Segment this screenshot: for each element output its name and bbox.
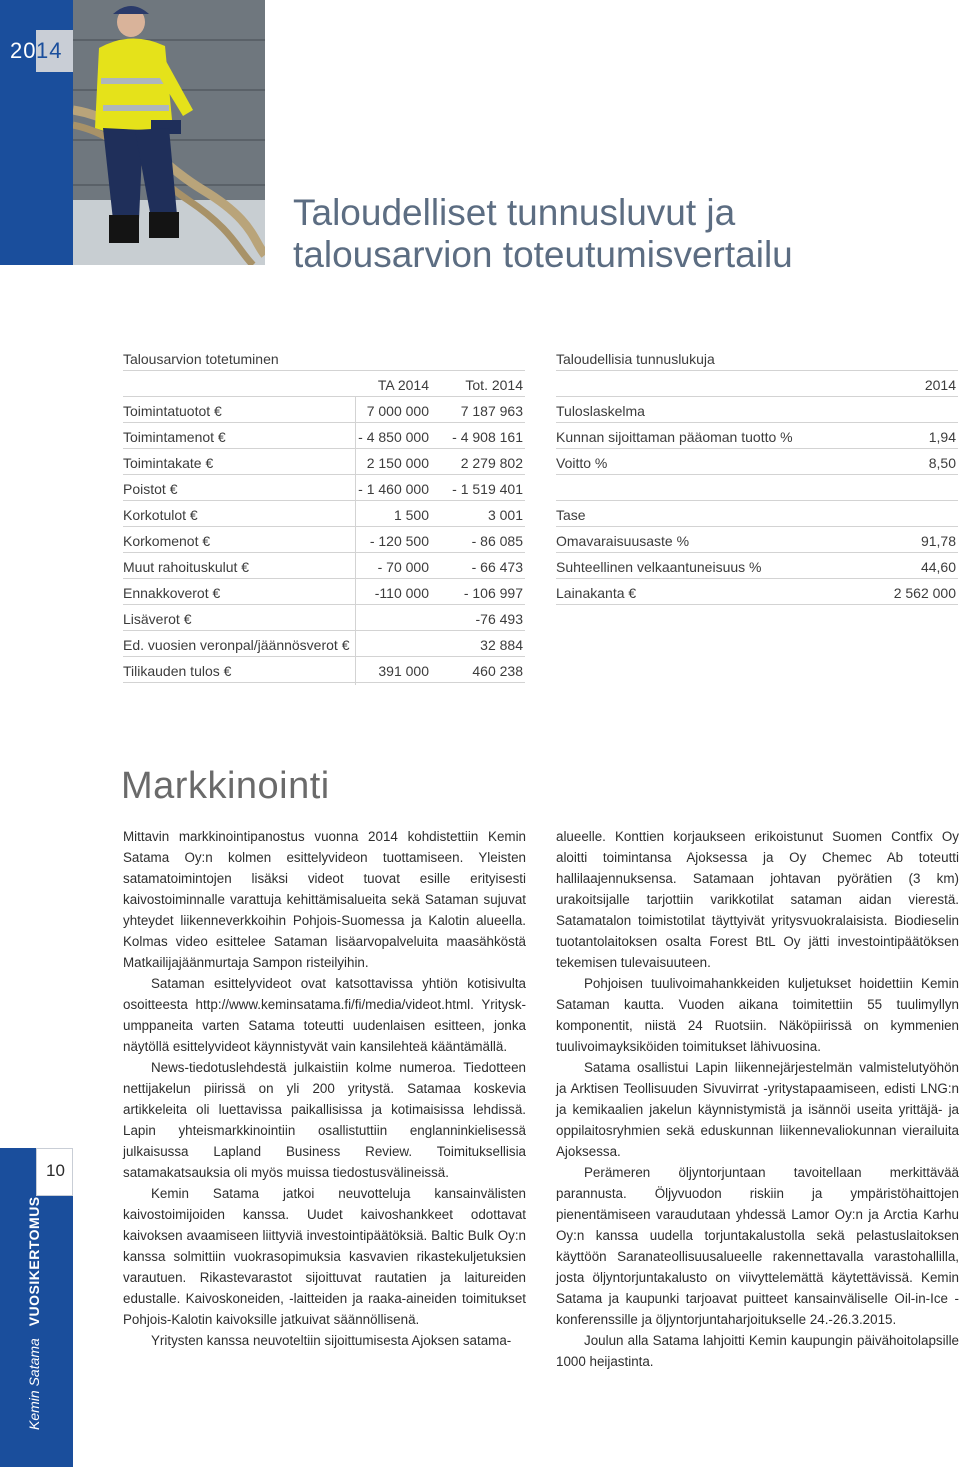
sidebar-report-label: VUOSIKERTOMUS <box>26 1196 42 1327</box>
table-divider <box>355 397 356 685</box>
row-tot-value: 2 279 802 <box>460 455 523 471</box>
table-row <box>123 631 525 657</box>
kpi-section-title: Tase <box>556 507 586 523</box>
paragraph: alueelle. Konttien korjaukseen erikoistunut Suomen Contfix Oy aloitti toimintansa Ajoksessa ja Oy Chemec Ab toteutti hallilaajennuksensa. Satamaan johtavan pyörätien (3 km) urakoitsijalle tarjottiin varikkotilat sataman aidan vierestä. Satamatalon toimistotilat täyttyivät yritysvuokralaisista. Biodieselin tuotantolaitoksen osalta Forest BtL Oy jätti investointipäätöksen tekemisen tulevaisuuteen. <box>556 829 959 970</box>
body-column-right <box>556 826 959 1372</box>
budget-table-title-row <box>123 345 525 371</box>
kpi-section-title: Tuloslaskelma <box>556 403 645 419</box>
row-ta-value: -110 000 <box>374 585 429 601</box>
kpi-section-header <box>556 501 958 527</box>
table-row <box>556 527 958 553</box>
kpi-year-header: 2014 <box>924 377 956 393</box>
row-label: Kunnan sijoittaman pääoman tuotto % <box>556 429 793 445</box>
table-row <box>556 579 958 605</box>
row-tot-value: -76 493 <box>475 611 523 627</box>
row-label: Korkotulot € <box>123 507 198 523</box>
row-label: Ennakkoverot € <box>123 585 221 601</box>
table-row <box>123 423 525 449</box>
row-tot-value: - 1 519 401 <box>452 481 523 497</box>
year-label <box>0 30 73 72</box>
table-row <box>123 579 525 605</box>
kpi-spacer-row <box>556 475 958 501</box>
table-row <box>123 553 525 579</box>
row-label: Tilikauden tulos € <box>123 663 232 679</box>
row-ta-value: - 4 850 000 <box>358 429 429 445</box>
row-label: Ed. vuosien veronpal/jäännösverot € <box>123 637 350 653</box>
row-label: Omavaraisuusaste % <box>556 533 690 549</box>
sidebar-label <box>26 1196 42 1430</box>
paragraph: Satama osallistui Lapin liikennejärjestelmän valmistelutyöhön ja Arktisen Teollisuuden Sivuvirrat -yritystapaamiseen, edisti LNG:n ja kemikaalien jakelun käynnistymistä ja isännöi useita yrittäjä- ja oppilaitosryhmien sekä eduskunnan liikennevaliokunnan vierailuita Ajoksessa. <box>556 1060 959 1159</box>
year-digits-b: 14 <box>36 38 63 63</box>
budget-table-header <box>123 371 525 397</box>
row-tot-value: - 4 908 161 <box>452 429 523 445</box>
table-row <box>123 501 525 527</box>
row-value: 8,50 <box>928 455 956 471</box>
year-digits-box <box>36 30 73 72</box>
paragraph: Perämeren öljyntorjuntaan tavoitellaan merkittävää parannusta. Öljyvuodon riskiin ja ympäristöhaittojen pienentämiseen varaudutaan yhdessä Lamor Oy:n ja Arctia Karhu Oy:n kanssa uudella torjuntakalustolla sekä pelastuslaitoksen käyttöön Saranateollisuusalueelle rakennettavalla varastohallilla, josta öljyntorjuntakalusto on viivyttelemättä käytettävissä. Kemin Satama ja kaupunki tarjoavat puitteet kansainväliselle Oil-in-Ice -konferenssille ja öljyntorjuntaharjoitukselle 24.-26.3.2015. <box>556 1165 959 1327</box>
kpi-table <box>556 345 958 605</box>
paragraph: Pohjoisen tuulivoimahankkeiden kuljetukset hoidettiin Kemin Sataman kautta. Vuoden aikana toimitettiin 55 tuulimyllyn komponentit, niistä 24 Ruotsiin. Näköpiirissä on kymmenien tuulivoimayksiköiden toimitukset lähivuosina. <box>556 976 959 1054</box>
section-heading: Markkinointi <box>121 765 330 807</box>
row-label: Toimintatuotot € <box>123 403 222 419</box>
row-label: Toimintakate € <box>123 455 214 471</box>
budget-table <box>123 345 525 683</box>
paragraph: Yritysten kanssa neuvoteltiin sijoittumisesta Ajoksen satama- <box>151 1333 512 1348</box>
budget-table-title: Talousarvion totetuminen <box>123 351 279 367</box>
row-label: Suhteellinen velkaantuneisuus % <box>556 559 762 575</box>
table-row <box>556 553 958 579</box>
row-tot-value: 32 884 <box>480 637 523 653</box>
page-title: Taloudelliset tunnusluvut ja talousarvion toteutumisvertailu <box>293 192 793 275</box>
dock-worker-photo <box>73 0 265 265</box>
row-label: Poistot € <box>123 481 178 497</box>
kpi-table-title-row <box>556 345 958 371</box>
table-row <box>123 605 525 631</box>
body-column-left <box>123 826 526 1351</box>
kpi-section-header <box>556 397 958 423</box>
kpi-table-header <box>556 371 958 397</box>
col-header-tot: Tot. 2014 <box>465 377 523 393</box>
row-tot-value: - 66 473 <box>471 559 523 575</box>
row-value: 44,60 <box>920 559 956 575</box>
row-ta-value: - 1 460 000 <box>358 481 429 497</box>
row-ta-value: 391 000 <box>378 663 429 679</box>
row-label: Korkomenot € <box>123 533 211 549</box>
row-ta-value: - 70 000 <box>377 559 429 575</box>
table-row <box>556 423 958 449</box>
row-ta-value: 7 000 000 <box>366 403 429 419</box>
table-row <box>123 657 525 683</box>
row-label: Lisäverot € <box>123 611 192 627</box>
kpi-table-title: Taloudellisia tunnuslukuja <box>556 351 715 367</box>
row-label: Toimintamenot € <box>123 429 226 445</box>
page-number: 10 <box>46 1161 65 1180</box>
paragraph: Mittavin markkinointipanostus vuonna 2014 kohdistettiin Kemin Satama Oy:n kolmen esittelyvideon tuottamiseen. Yleisten satamatoimintojen lisäksi videot tuovat esille erityisesti kaivostoiminnalle varattuja kehittämisalueita sekä Sataman sujuvat yhteydet liikenneverkkoihin Pohjois-Suomessa ja Kalotin alueella. Kolmas video esittelee Sataman lisäarvopalveluita maasähköstä Matkailijajäänmurtaja Sampon risteilyihin. <box>123 829 526 970</box>
page-number-box <box>36 1148 73 1196</box>
row-label: Voitto % <box>556 455 608 471</box>
row-tot-value: 460 238 <box>472 663 523 679</box>
row-value: 2 562 000 <box>893 585 956 601</box>
row-tot-value: - 86 085 <box>471 533 523 549</box>
col-header-ta: TA 2014 <box>377 377 429 393</box>
paragraph: Kemin Satama jatkoi neuvotteluja kansainvälisten kaivostoimijoiden kanssa. Uudet kaivoshankkeet odottavat kaivoksen avaamiseen liittyviä investointipäätöksiä. Baltic Bulk Oy:n kanssa solmittiin vuokrasopimuksia kasvavien rikastekuljetuksien varautuen. Rikastevarastot sijoittuvat rautatien ja laitureiden edustalle. Kaivoskoneiden, -laitteiden ja raaka-aineiden toimitukset Pohjois-Kalotin kaivoksille jatkuivat säännöllisenä. <box>123 1186 526 1327</box>
row-ta-value: 2 150 000 <box>366 455 429 471</box>
year-digits-a: 20 <box>10 38 37 63</box>
row-tot-value: 3 001 <box>487 507 523 523</box>
paragraph: Sataman esittelyvideot ovat katsottavissa yhtiön kotisivulta osoitteesta http://www.keminsatama.fi/fi/media/videot.html. Yrityskumppaneita varten Satama toteutti uudenlaisen esitteen, jonka näytöllä esittelyvideot käynnistyvät vain kansilehteä kääntämällä. <box>123 976 526 1054</box>
row-ta-value: 1 500 <box>393 507 429 523</box>
row-ta-value: - 120 500 <box>369 533 429 549</box>
row-value: 1,94 <box>928 429 956 445</box>
row-label: Lainakanta € <box>556 585 637 601</box>
table-row <box>123 475 525 501</box>
table-row <box>123 397 525 423</box>
sidebar-brand: Kemin Satama <box>26 1338 42 1430</box>
paragraph: News-tiedotuslehdestä julkaistiin kolme numeroa. Tiedotteen nettijakelun piirissä on yli 200 yritystä. Satamaa koskevia artikkeleita oli luettavissa paikallisissa ja kotimaisissa lehdissä. Lapin yhteismarkkinointiin osallistuttiin englanninkielisessä julkaisussa Lapland Business Review. Toimituksellisia satamakatsauksia oli myös muissa tiedostusvälineissä. <box>123 1060 526 1180</box>
row-tot-value: - 106 997 <box>463 585 523 601</box>
row-tot-value: 7 187 963 <box>460 403 523 419</box>
row-label: Muut rahoituskulut € <box>123 559 250 575</box>
table-row <box>123 449 525 475</box>
table-row <box>123 527 525 553</box>
table-row <box>556 449 958 475</box>
row-value: 91,78 <box>920 533 956 549</box>
paragraph: Joulun alla Satama lahjoitti Kemin kaupungin päivähoitolapsille 1000 heijastinta. <box>556 1333 959 1369</box>
